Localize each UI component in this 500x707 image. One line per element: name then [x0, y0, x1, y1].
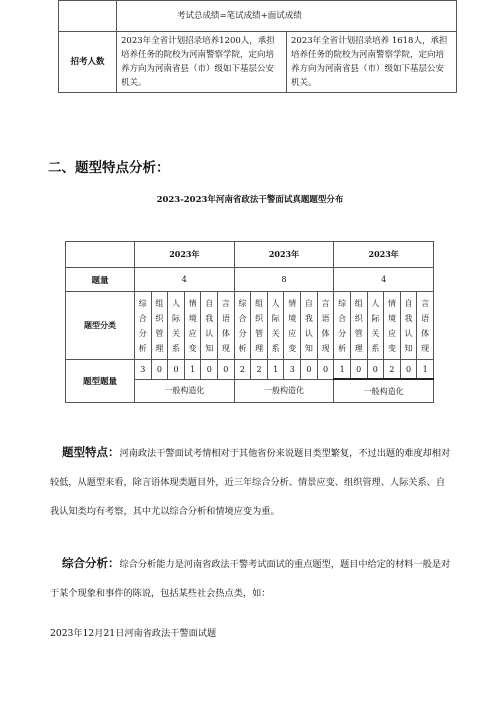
paragraph-comprehensive-analysis: [50, 549, 452, 608]
type-count-cell: 0: [400, 360, 417, 380]
year-header: 2023年: [334, 242, 434, 268]
type-count-cell: 0: [317, 360, 334, 380]
type-count-cell: 2: [384, 360, 401, 380]
category-cell: [151, 292, 168, 360]
category-label: 言语体现: [321, 298, 330, 353]
type-count-cell: 1: [417, 360, 434, 380]
year-question-count: 4: [334, 268, 434, 292]
category-label: 言语体现: [221, 298, 230, 353]
category-cell: [301, 292, 318, 360]
year-header: 2023年: [234, 242, 334, 268]
category-label: 自我认知: [404, 298, 413, 353]
category-label: 组织管理: [155, 298, 164, 353]
category-label: 综合分析: [138, 298, 147, 353]
category-cell: [334, 292, 351, 360]
paragraph-text: 河南政法干警面试考情相对于其他省份来说题目类型繁复，不过出题的难度却相对较低，从题型来看，除言语体现类题目外，近三年综合分析、情景应变、组织管理、人际关系、自我认知类均有考察，其中尤以综合分析和情境应变为重。: [50, 448, 451, 517]
category-label: 自我认知: [304, 298, 313, 353]
category-cell: [367, 292, 384, 360]
type-count-cell: 0: [350, 360, 367, 380]
row-label-count: 题量: [66, 268, 135, 292]
category-cell: [284, 292, 301, 360]
type-count-cell: 2: [251, 360, 268, 380]
question-type-table: [65, 241, 434, 403]
paragraph-title: 题型特点：: [62, 445, 120, 459]
category-cell: [168, 292, 185, 360]
type-count-cell: 0: [301, 360, 318, 380]
type-count-cell: 0: [151, 360, 168, 380]
difficulty-cell: 一般构造化: [234, 379, 334, 403]
category-cell: [267, 292, 284, 360]
type-count-cell: 1: [334, 360, 351, 380]
category-label: 综合分析: [338, 298, 347, 353]
category-label: 综合分析: [238, 298, 247, 353]
type-count-cell: 0: [218, 360, 235, 380]
type-count-cell: 1: [184, 360, 201, 380]
category-label: 人际关系: [172, 298, 181, 353]
category-label: 自我认知: [205, 298, 214, 353]
year-question-count: 8: [234, 268, 334, 292]
enrollment-label: 招考人数: [59, 32, 117, 93]
paragraph-question-features: [50, 438, 452, 526]
category-cell: [317, 292, 334, 360]
type-count-cell: 3: [284, 360, 301, 380]
type-count-cell: 2: [234, 360, 251, 380]
type-count-cell: 3: [135, 360, 152, 380]
category-cell: [251, 292, 268, 360]
year-header: 2023年: [135, 242, 235, 268]
table-cell-empty: [59, 1, 117, 32]
difficulty-cell: 一般构造化: [135, 379, 235, 403]
category-cell: [184, 292, 201, 360]
score-formula: 考试总成绩=笔试成绩+面试成绩: [117, 1, 457, 32]
category-cell: [234, 292, 251, 360]
table-caption: 2023-2023年河南省政法干警面试真题题型分布: [156, 195, 344, 205]
category-label: 组织管理: [255, 298, 264, 353]
enrollment-col-2: 2023年全省计划招录培养 1618人，承担培养任务的院校为河南警察学院，定向培养方向为河南省县（市）级如下基层公安机关。: [287, 32, 457, 93]
category-cell: [417, 292, 434, 360]
type-count-cell: 0: [201, 360, 218, 380]
section-heading: 二、题型特点分析：: [48, 160, 170, 176]
paragraph-text: 综合分析能力是河南省政法干警考试面试的重点题型，题目中给定的材料一般是对于某个现象和事件的陈说，包括某些社会热点类，如：: [50, 559, 451, 599]
category-label: 情境应变: [188, 298, 197, 353]
year-question-count: 4: [135, 268, 235, 292]
category-cell: [384, 292, 401, 360]
type-count-cell: 0: [367, 360, 384, 380]
table-corner: [66, 242, 135, 268]
row-label-type-count: 题型题量: [66, 360, 135, 403]
category-label: 情境应变: [288, 298, 297, 353]
category-label: 组织管理: [354, 298, 363, 353]
category-label: 人际关系: [271, 298, 280, 353]
difficulty-cell: 一般构造化: [334, 379, 434, 403]
type-count-cell: 1: [267, 360, 284, 380]
category-cell: [201, 292, 218, 360]
paragraph-title: 综合分析：: [62, 556, 120, 570]
type-count-cell: 0: [168, 360, 185, 380]
recruitment-table: [58, 0, 457, 93]
category-cell: [400, 292, 417, 360]
enrollment-col-1: 2023年全省计划招录培养1200人，承担培养任务的院校为河南警察学院，定向培养方向为河南省县（市）级如下基层公安机关。: [117, 32, 287, 93]
row-label-category: 题型分类: [66, 292, 135, 360]
category-cell: [350, 292, 367, 360]
category-cell: [218, 292, 235, 360]
category-label: 人际关系: [371, 298, 380, 353]
category-label: 言语体现: [421, 298, 430, 353]
category-label: 情境应变: [387, 298, 396, 353]
exam-date-line: 2023年12月21日河南省政法干警面试题: [50, 628, 217, 639]
category-cell: [135, 292, 152, 360]
